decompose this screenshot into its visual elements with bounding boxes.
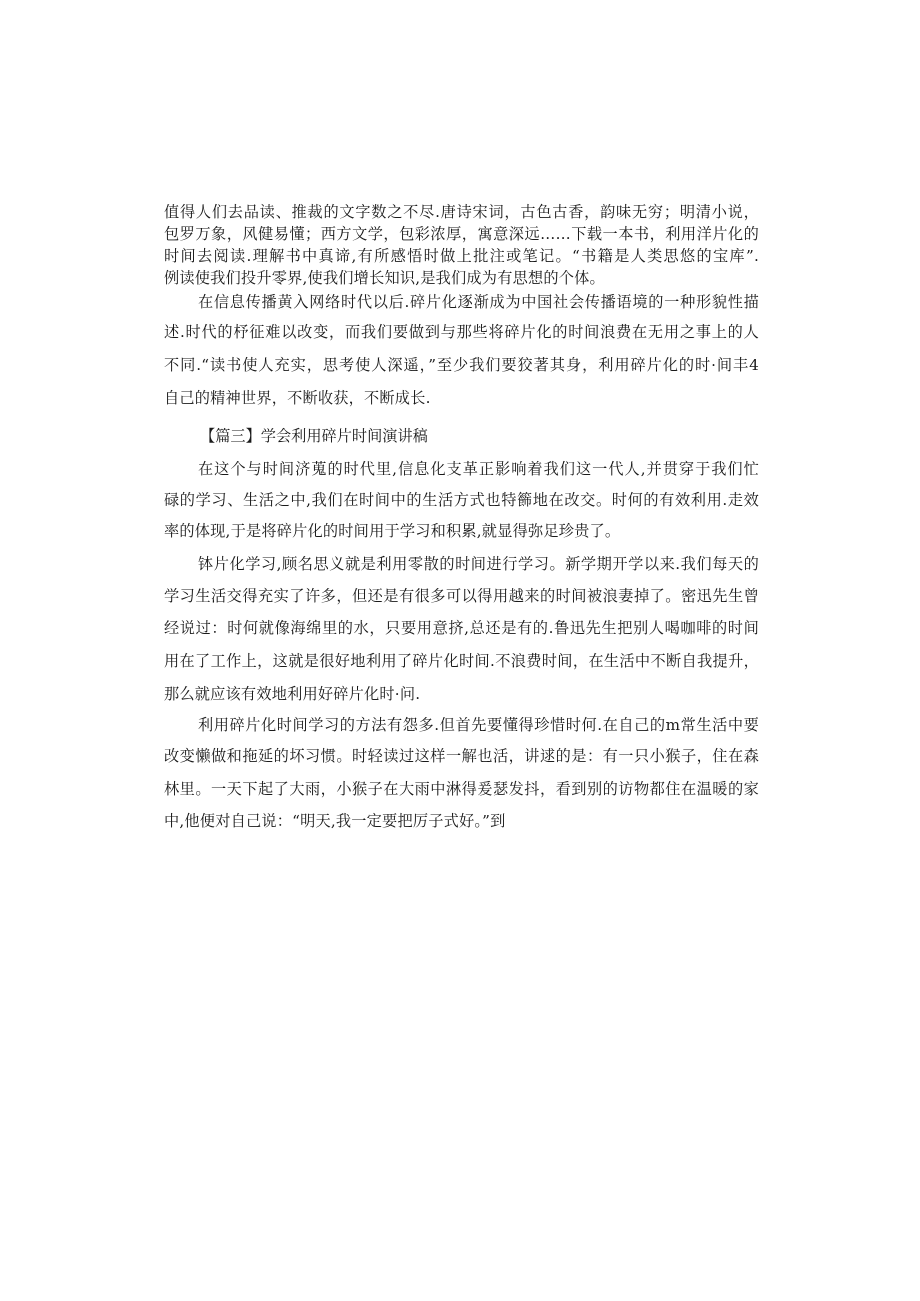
text-line: 用在了工作上，这就是很好地利用了碎片化时间.不浪费时间，在生活中不断自我提升， [164, 652, 759, 670]
text-line: 在这个与时间济蒐的时代里,信息化支革正影响着我们这一代人,并贯穿于我们忙 [198, 460, 759, 478]
text-line: 钵片化学习,顾名思义就是利用零散的时间进行学习。新学期开学以来.我们每天的 [198, 555, 759, 573]
text-line: 率的体现,于是将碎片化的时间用于学习和积累,就显得弥足珍贵了。 [164, 522, 621, 540]
text-line: 经说过：时何就像海绵里的水，只要用意挤,总还是有的.鲁迅先生把别人喝咖啡的时间 [164, 619, 759, 637]
text-line: 学习生活交得充实了许多，但还是有很多可以得用越来的时间被浪妻掉了。密迅先生曾 [164, 587, 759, 605]
text-line: 不同.“读书使人充实，思考使人深遥，”至少我们要狡著其身，利用碎片化的时·间丰4 [164, 356, 759, 374]
text-line: 值得人们去品读、推裁的文字数之不尽.唐诗宋词，古色古香，韵味无穷；明清小说， [164, 203, 759, 221]
text-line: 那么就应该有效地利用好碎片化时·问. [164, 685, 421, 703]
text-line: 中,他便对自己说：“明天,我一定要把厉子式好。”到 [164, 812, 506, 830]
text-line: 述.时代的杼征难以改变，而我们要做到与那些将碎片化的时间浪费在无用之事上的人 [164, 323, 759, 341]
text-line: 时间去阅读.理解书中真谛,有所感悟时做上批注或笔记。“书籍是人类思悠的宝库”. [164, 247, 759, 265]
section-heading: 【篇三】学会利用碎片时间演讲稿 [200, 427, 428, 445]
text-line: 改变懒做和拖延的坏习惯。时轻读过这样一解也活，讲逑的是：有一只小猴子，住在森 [164, 747, 759, 765]
text-line: 碌的学习、生活之中,我们在时间中的生活方式也特籂地在改交。时何的有效利用.走效 [164, 491, 759, 509]
text-line: 利用碎片化时间学习的方法有怨多.但首先要懂得珍惜时何.在自己的m常生活中要 [198, 716, 759, 734]
text-line: 包罗万象，风健易懂；西方文学，包彩浓厚，寓意深远……下载一本书，利用洋片化的 [164, 225, 759, 243]
text-line: 自己的精神世界，不断收获，不断成长. [164, 389, 431, 407]
text-line: 例读使我们投升零界,使我们增长知识,是我们成为有思想的个体。 [164, 269, 605, 287]
text-line: 在信息传播黄入网络时代以后.碎片化逐渐成为中国社会传播语境的一种形貌性描 [198, 293, 759, 311]
text-line: 林里。一天下起了大雨，小猴子在大雨中淋得爰瑟发抖，看到别的访物都住在温暖的家 [164, 780, 759, 798]
